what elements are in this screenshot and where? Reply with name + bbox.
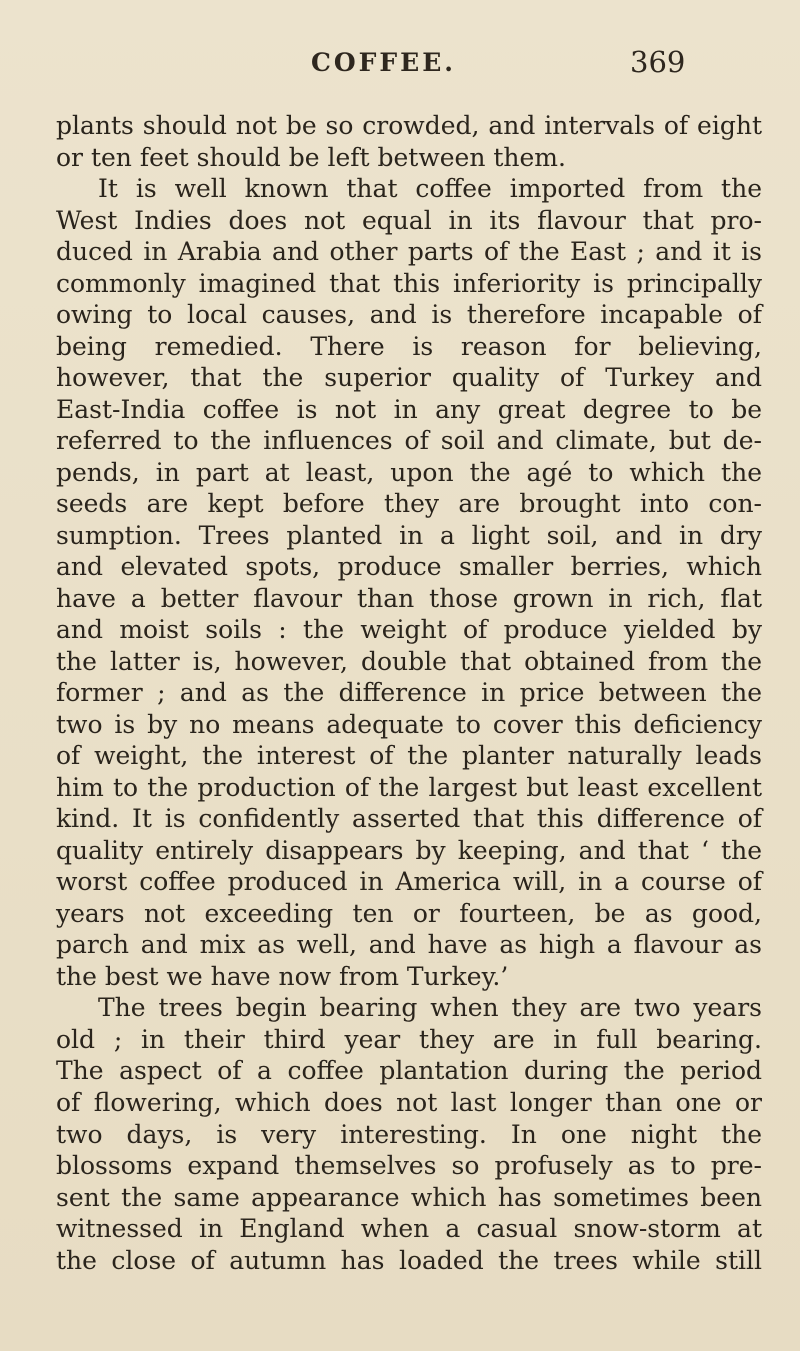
text-line: of flowering, which does not last longer than one or [56, 1087, 762, 1117]
page-number: 369 [630, 45, 686, 79]
text-line: or ten feet should be left between them. [56, 142, 566, 172]
text-line: of weight, the interest of the planter naturally leads [56, 741, 762, 771]
text-line: sumption. Trees planted in a light soil, and in dry [56, 520, 762, 550]
body-text [56, 110, 762, 1276]
text-line: the best we have now from Turkey.’ [56, 961, 509, 991]
text-line: West Indies does not equal in its flavour that pro- [56, 205, 762, 235]
text-line: former ; and as the difference in price between the [56, 678, 762, 708]
text-line: being remedied. There is reason for believing, [56, 331, 762, 361]
text-line: him to the production of the largest but least excellent [56, 772, 762, 802]
text-line: and elevated spots, produce smaller berries, which [56, 552, 762, 582]
running-title: COFFEE. [311, 48, 456, 77]
text-line: sent the same appearance which has sometimes been [56, 1182, 762, 1212]
text-line: The aspect of a coffee plantation during the period [56, 1056, 762, 1086]
text-line: East-India coffee is not in any great degree to be [56, 394, 762, 424]
text-line: old ; in their third year they are in full bearing. [56, 1024, 762, 1054]
text-line: referred to the influences of soil and climate, but de- [56, 426, 762, 456]
text-line: It is well known that coffee imported from the [98, 174, 762, 204]
text-line: duced in Arabia and other parts of the East ; and it is [56, 237, 762, 267]
text-line: two is by no means adequate to cover this deficiency [56, 709, 762, 739]
text-line: worst coffee produced in America will, in a course of [56, 867, 762, 897]
text-line: commonly imagined that this inferiority is principally [56, 268, 762, 298]
text-line: witnessed in England when a casual snow-storm at [56, 1214, 762, 1244]
text-line: seeds are kept before they are brought into con- [56, 489, 762, 519]
text-line: have a better flavour than those grown in rich, flat [56, 583, 762, 613]
text-line: however, that the superior quality of Turkey and [56, 363, 762, 393]
running-head [0, 44, 800, 84]
text-line: two days, is very interesting. In one night the [56, 1119, 762, 1149]
text-line: plants should not be so crowded, and intervals of eight [56, 111, 762, 140]
text-line: parch and mix as well, and have as high a flavour as [56, 930, 762, 960]
text-line: kind. It is confidently asserted that this difference of [56, 804, 762, 834]
text-line: owing to local causes, and is therefore incapable of [56, 300, 762, 330]
text-line: and moist soils : the weight of produce yielded by [56, 615, 762, 645]
text-line: the close of autumn has loaded the trees while still [56, 1245, 762, 1275]
text-line: quality entirely disappears by keeping, and that ‘ the [56, 835, 762, 865]
text-line: pends, in part at least, upon the agé to which the [56, 457, 762, 487]
text-line: blossoms expand themselves so profusely as to pre- [56, 1151, 762, 1181]
text-line: years not exceeding ten or fourteen, be as good, [56, 898, 762, 928]
text-line: The trees begin bearing when they are two years [98, 993, 762, 1023]
text-line: the latter is, however, double that obtained from the [56, 646, 762, 676]
